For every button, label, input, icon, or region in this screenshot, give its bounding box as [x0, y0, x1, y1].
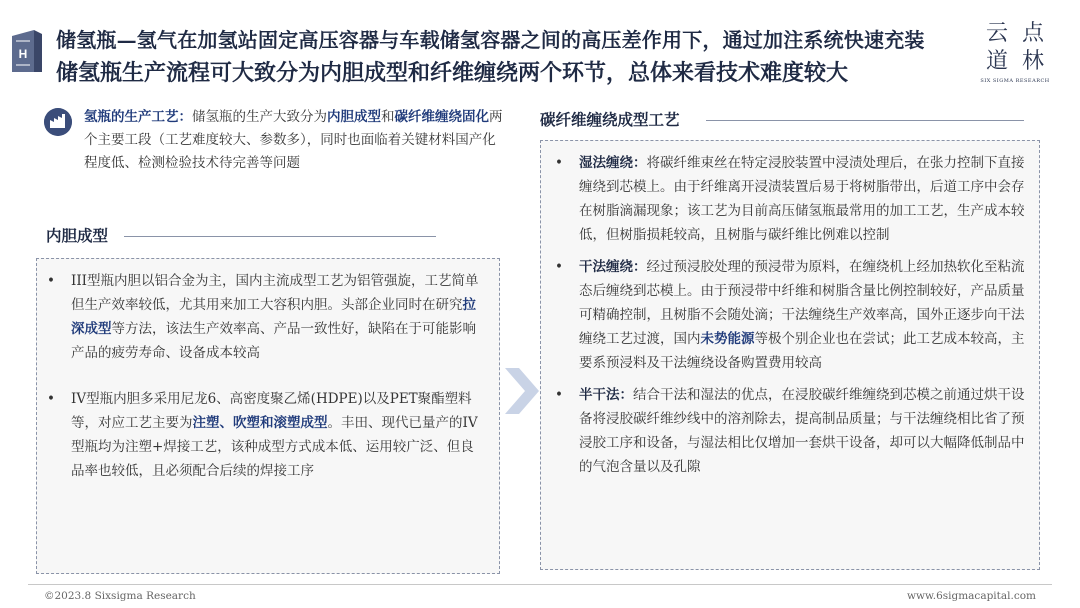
intro-highlight: 内胆成型 [327, 109, 381, 125]
page-title-line-2: 储氢瓶生产流程可大致分为内胆成型和纤维缠绕两个环节，总体来看技术难度较大 [56, 60, 849, 86]
liner-item-iv [47, 387, 487, 483]
section-title-liner: 内胆成型 [46, 226, 109, 245]
item-text: 。丰田、现代已量产的IV型瓶均为注塑+焊接工艺，该种成型方式成本低、运用较广泛、但良品率也较低，且必须配合后续的焊接工序 [71, 415, 478, 479]
logo-line-2: 道林 [985, 49, 1058, 74]
liner-item-iii [47, 269, 487, 365]
footer-copyright: ©2023.8 Sixsigma Research [44, 590, 196, 602]
section-divider [706, 120, 1024, 121]
winding-item-wet [555, 151, 1027, 247]
liner-box [36, 258, 500, 574]
arrow-right-icon [505, 368, 539, 414]
bullet: • [555, 387, 563, 403]
footer-divider [28, 584, 1052, 585]
bullet: • [555, 259, 563, 275]
intro-text-part: 储氢瓶的生产大致分为 [192, 109, 327, 125]
item-label: 半干法： [579, 387, 633, 403]
intro-text-part: 两个主要工段（工艺难度较大、参数多），同时也面临着关键材料国产化程度低、检测检验技术待完善等问题 [84, 109, 503, 171]
hydrogen-symbol: H [18, 47, 28, 61]
item-highlight: 未势能源 [700, 331, 755, 347]
item-text: 经过预浸胶处理的预浸带为原料，在缠绕机上经加热软化至粘流态后缠绕到芯模上。由于预浸带中纤维和树脂含量比例控制较好，产品质量可精确控制，且树脂不会随处滴；干法缠绕生产效率高，国外正逐步向干法缠绕工艺过渡，国内 [579, 259, 1025, 347]
footer-website: www.6sigmacapital.com [907, 590, 1036, 602]
bullet: • [47, 273, 55, 289]
bullet: • [555, 155, 563, 171]
winding-item-semidry [555, 383, 1027, 479]
item-text: 结合干法和湿法的优点，在浸胶碳纤维缠绕到芯模之前通过烘干设备将浸胶碳纤维纱线中的溶剂除去，提高制品质量；与干法缠绕相比省了预浸胶工序和设备，与湿法相比仅增加一套烘干设备，却可以大幅降低制品中的气泡含量以及孔隙 [579, 387, 1025, 475]
bullet: • [47, 391, 55, 407]
logo-line-1: 云点 [985, 21, 1058, 46]
section-divider [124, 236, 436, 237]
item-label: 湿法缠绕： [579, 155, 647, 171]
item-text: III型瓶内胆以铝合金为主，国内主流成型工艺为铝管强旋，工艺简单但生产效率较低，尤其用来加工大容积内胆。头部企业同时在研究 [71, 273, 479, 313]
intro-label: 氢瓶的生产工艺： [84, 109, 192, 125]
item-label: 干法缠绕： [579, 259, 647, 275]
brand-logo [970, 20, 1060, 84]
logo-subtitle: SIX SIGMA RESEARCH [980, 78, 1050, 84]
intro-block [44, 106, 504, 175]
item-highlight: 注塑、吹塑和滚塑成型 [192, 415, 328, 431]
item-text: IV型瓶内胆多采用尼龙6、高密度聚乙烯(HDPE)以及PET聚酯塑料等，对应工艺主要为 [71, 391, 472, 431]
intro-highlight: 碳纤维缠绕固化 [394, 109, 489, 125]
item-highlight: 拉深成型 [71, 297, 476, 337]
winding-box [540, 140, 1040, 570]
item-text: 将碳纤维束丝在特定浸胶装置中浸渍处理后，在张力控制下直接缠绕到芯模上。由于纤维离开浸渍装置后易于将树脂带出，后道工序中会存在树脂滴漏现象；该工艺为目前高压储氢瓶最常用的加工工艺，生产成本较低，但树脂损耗较高，且树脂与碳纤维比例难以控制 [579, 155, 1025, 243]
item-text: 等方法，该法生产效率高、产品一致性好，缺陷在于可能影响产品的疲劳寿命、设备成本较高 [71, 321, 476, 361]
intro-text-part: 和 [381, 109, 395, 125]
intro-text [84, 106, 504, 175]
factory-icon [44, 108, 72, 136]
item-text: 等极个别企业也在尝试；此工艺成本较高，主要系预浸料及干法缠绕设备购置费用较高 [579, 331, 1025, 371]
winding-item-dry [555, 255, 1027, 375]
section-title-winding: 碳纤维缠绕成型工艺 [540, 110, 680, 129]
hydrogen-building-icon [8, 28, 44, 74]
page-title-line-1: 储氢瓶—氢气在加氢站固定高压容器与车载储氢容器之间的高压差作用下，通过加注系统快速充装 [56, 28, 925, 52]
